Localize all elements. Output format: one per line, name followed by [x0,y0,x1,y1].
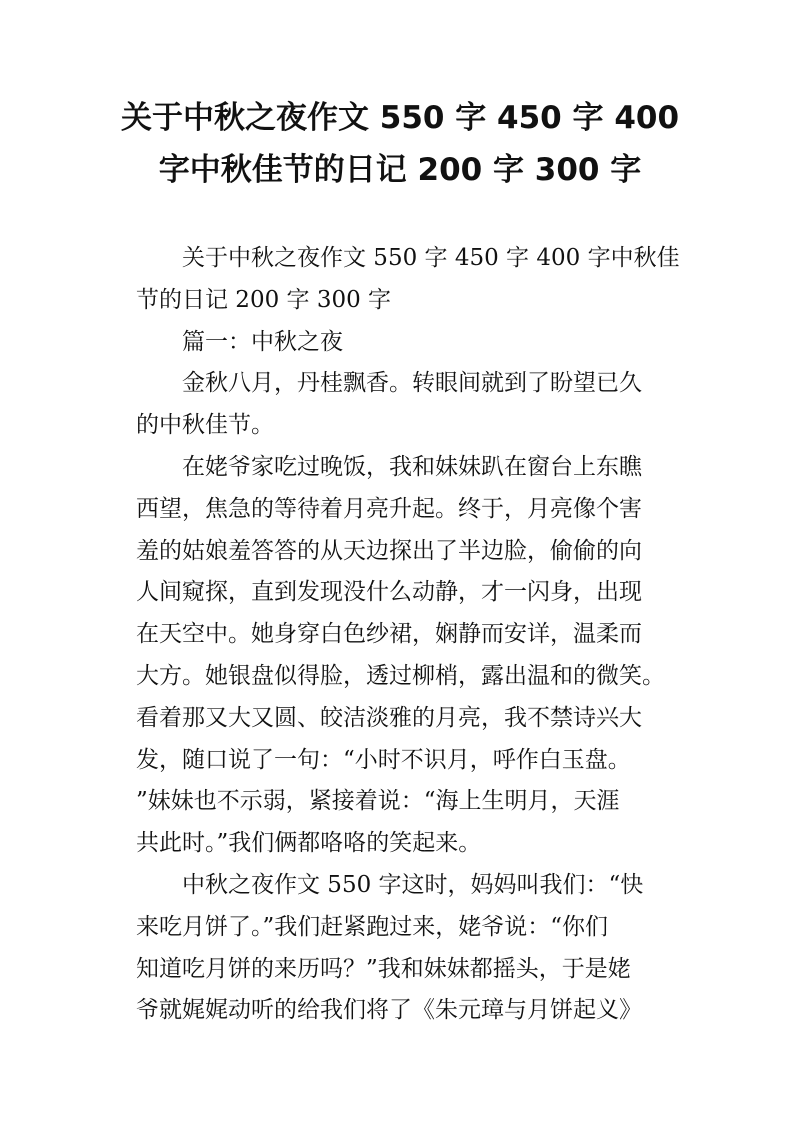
title-line-2: 字中秋佳节的日记 200 字 300 字 [158,152,642,188]
text-line: 发，随口说了一句：“小时不识月，呼作白玉盘。 [136,746,631,773]
text-line: 爷就娓娓动听的给我们将了《朱元璋与月饼起义》 [136,997,642,1024]
title-line-1: 关于中秋之夜作文 550 字 450 字 400 [120,100,680,136]
text-line: 在姥爷家吃过晚饭，我和妹妹趴在窗台上东瞧 [182,453,642,480]
text-line: ”妹妹也不示弱，紧接着说：“海上生明月，天涯 [136,788,620,815]
text-line: 看着那又大又圆、皎洁淡雅的月亮，我不禁诗兴大 [136,704,642,731]
text-line: 关于中秋之夜作文 550 字 450 字 400 字中秋佳 [182,245,680,271]
paragraph [136,363,676,447]
text-line: 人间窥探，直到发现没什么动静，才一闪身，出现 [136,579,642,606]
text-line: 共此时。”我们俩都咯咯的笑起来。 [136,830,482,857]
text-line: 羞的姑娘羞答答的从天边探出了半边脸，偷偷的向 [136,537,642,564]
document-title [80,92,720,196]
text-line: 西望，焦急的等待着月亮升起。终于，月亮像个害 [136,495,642,522]
document-body [136,238,680,1032]
text-line: 大方。她银盘似得脸，透过柳梢，露出温和的微笑。 [136,662,665,689]
text-line: 知道吃月饼的来历吗？”我和妹妹都摇头，于是姥 [136,955,631,982]
text-line: 篇一：中秋之夜 [182,328,343,355]
text-line: 金秋八月，丹桂飘香。转眼间就到了盼望已久 [182,370,642,397]
text-line: 中秋之夜作文 550 字这时，妈妈叫我们：“快 [182,871,644,898]
paragraph [136,447,676,865]
text-line: 的中秋佳节。 [136,412,274,439]
paragraph [136,865,676,1032]
text-line: 在天空中。她身穿白色纱裙，娴静而安详，温柔而 [136,621,642,648]
text-line: 节的日记 200 字 300 字 [136,286,392,313]
paragraph-heading-repeat [136,238,680,322]
text-line: 来吃月饼了。”我们赶紧跑过来，姥爷说：“你们 [136,913,609,940]
section-heading [136,322,676,364]
